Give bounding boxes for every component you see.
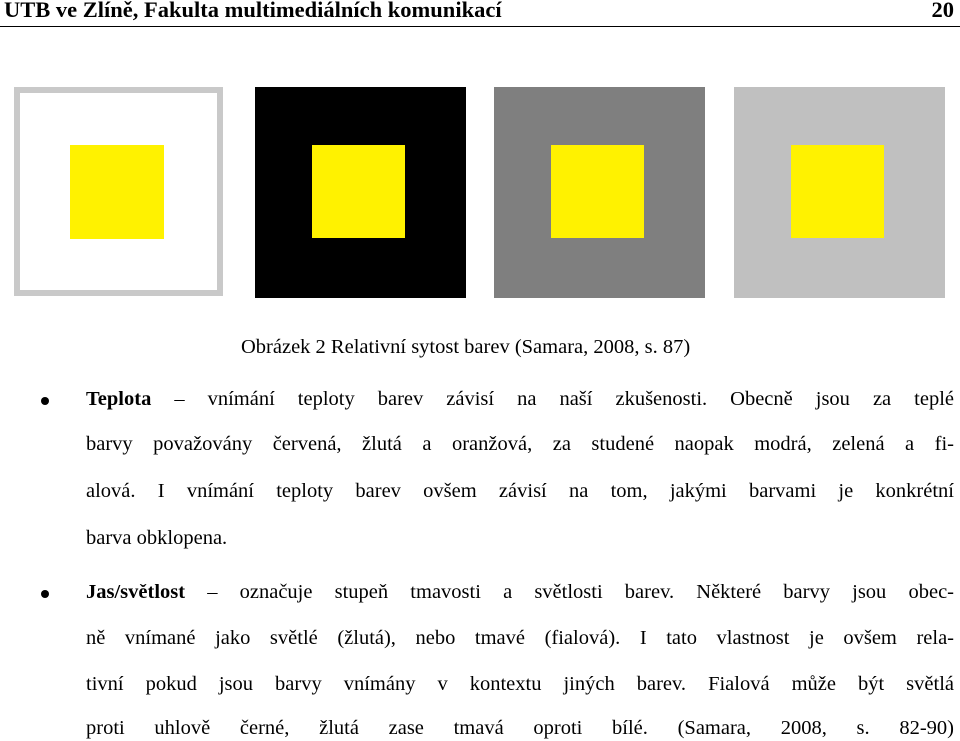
line-text: – označuje stupeň tmavosti a světlosti barev. Některé barvy jsou obec-: [185, 581, 954, 603]
paragraph-line: [86, 387, 954, 411]
paragraph-line: proti uhlově černé, žlutá zase tmavá oproti bílé. (Samara, 2008, s. 82-90): [86, 717, 954, 739]
yellow-square: [312, 145, 405, 238]
bullet-term: Teplota: [86, 388, 152, 410]
paragraph-line: [86, 580, 954, 604]
figure-caption: Obrázek 2 Relativní sytost barev (Samara, 2008, s. 87): [241, 336, 691, 358]
yellow-square: [791, 145, 884, 238]
paragraph-line: ně vnímané jako světlé (žlutá), nebo tmavé (fialová). I tato vlastnost je ovšem rela-: [86, 627, 954, 649]
panel-white-background: [14, 87, 223, 296]
yellow-square: [70, 145, 164, 239]
yellow-square: [551, 145, 644, 238]
line-text: – vnímání teploty barev závisí na naší zkušenosti. Obecně jsou za teplé: [151, 388, 954, 410]
bullet-dot-icon: [41, 590, 49, 598]
header-title: UTB ve Zlíně, Fakulta multimediálních komunikací: [4, 0, 502, 22]
paragraph-line: tivní pokud jsou barvy vnímány v kontextu jiných barev. Fialová může být světlá: [86, 673, 954, 695]
panel-light-gray-background: [734, 87, 945, 298]
panel-black-background: [255, 87, 466, 298]
page-header: [0, 0, 960, 27]
bullet-dot-icon: [41, 397, 49, 405]
page-number: 20: [931, 0, 954, 22]
panel-gray-background: [494, 87, 705, 298]
paragraph-line: alová. I vnímání teploty barev ovšem závisí na tom, jakými barvami je konkrétní: [86, 480, 954, 502]
paragraph-line: barvy považovány červená, žlutá a oranžová, za studené naopak modrá, zelená a fi-: [86, 433, 954, 455]
bullet-term: Jas/světlost: [86, 581, 186, 603]
paragraph-line: barva obklopena.: [86, 527, 228, 549]
